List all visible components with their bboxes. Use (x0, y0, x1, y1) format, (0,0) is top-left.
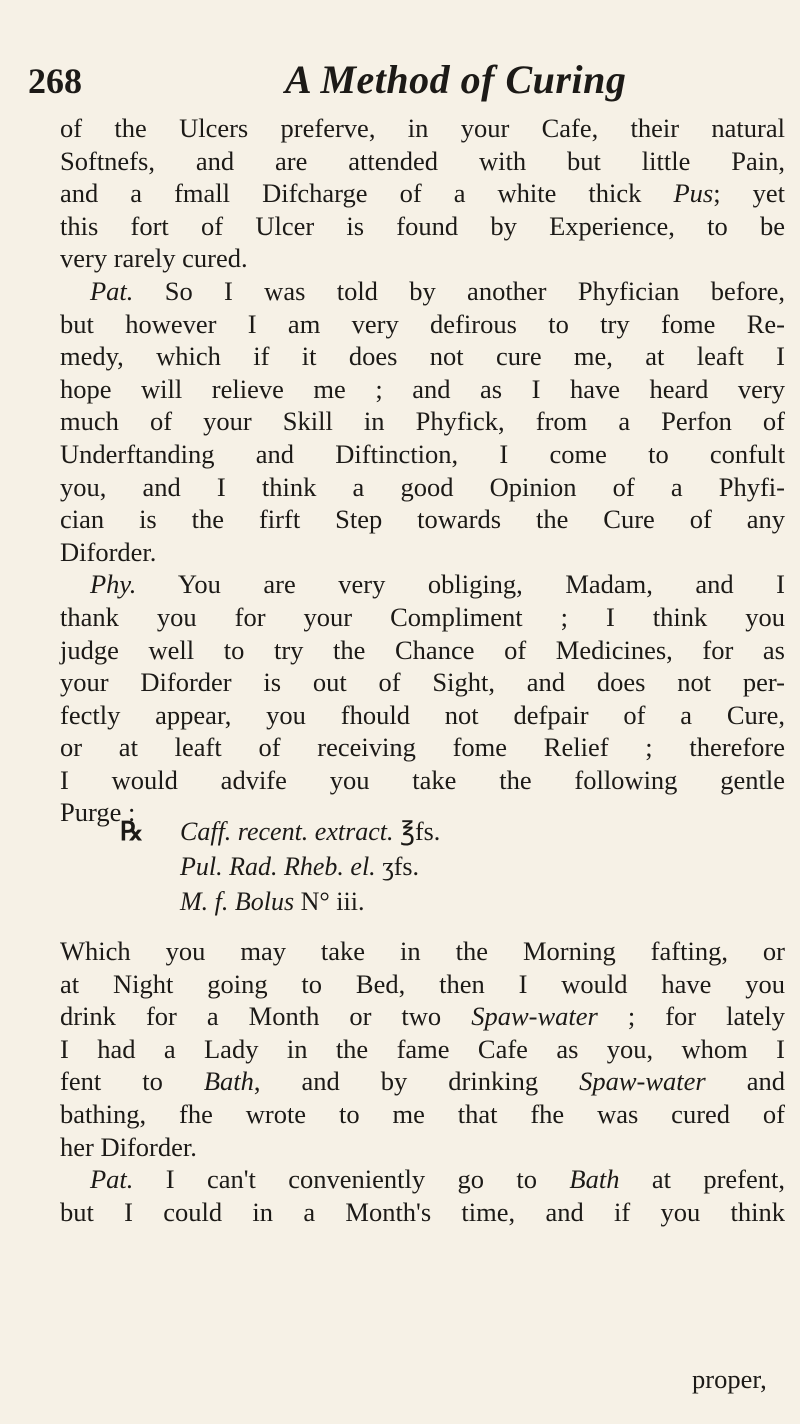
body-text-continued (60, 935, 785, 1228)
text-line: Underftanding and Diftinction, I come to confult (60, 438, 785, 469)
text-line: this fort of Ulcer is found by Experience, to be (60, 210, 785, 241)
text-line: Softnefs, and are attended with but little Pain, (60, 145, 785, 176)
text-span: and a fmall Difcharge of a white thick (60, 178, 674, 209)
dose: N° iii. (300, 887, 365, 916)
text-line: you, and I think a good Opinion of a Phyfi- (60, 471, 785, 502)
catchword: proper, (692, 1364, 767, 1394)
text-span: ; for lately (597, 1001, 785, 1032)
text-line (60, 177, 785, 210)
text-line (60, 1065, 785, 1098)
dialogue-line (60, 1163, 785, 1196)
text-line: judge well to try the Chance of Medicines, for as (60, 634, 785, 665)
text-line: but however I am very defirous to try fome Re- (60, 308, 785, 339)
italic-word: Spaw-water (471, 1001, 598, 1032)
running-title: A Method of Curing (285, 57, 627, 102)
dialogue-line (60, 275, 785, 308)
dialogue-line (60, 568, 785, 601)
text-line: I had a Lady in the fame Cafe as you, whom I (60, 1033, 785, 1064)
page-number: 268 (28, 61, 82, 101)
prescription-row (120, 814, 720, 849)
text-line: at Night going to Bed, then I would have you (60, 968, 785, 999)
text-span: ; yet (713, 178, 785, 209)
speaker-label: Pat. (90, 1164, 134, 1195)
text-line: medy, which if it does not cure me, at leaft I (60, 341, 785, 372)
text-line: Purge : (60, 797, 136, 828)
text-span: I can't conveniently go to (133, 1164, 570, 1195)
text-line (60, 1000, 785, 1033)
text-line: much of your Skill in Phyfick, from a Perfon of (60, 406, 785, 437)
speaker-label: Phy. (90, 569, 137, 600)
text-line: Which you may take in the Morning fafting, or (60, 936, 785, 966)
text-line: of the Ulcers preferve, in your Cafe, their natural (60, 113, 785, 143)
text-line: your Diforder is out of Sight, and does not per- (60, 667, 785, 698)
text-line: very rarely cured. (60, 243, 248, 274)
dose: ʒfs. (382, 852, 420, 881)
italic-word: Bath (203, 1066, 254, 1097)
italic-word: Bath (569, 1164, 620, 1195)
text-line: bathing, fhe wrote to me that fhe was cured of (60, 1098, 785, 1129)
prescription-row (120, 884, 720, 919)
text-line: her Diforder. (60, 1131, 197, 1162)
text-span: and (705, 1066, 786, 1097)
text-span: , and by drinking (253, 1066, 580, 1097)
speaker-label: Pat. (90, 275, 134, 306)
text-line: or at leaft of receiving fome Relief ; therefore (60, 732, 785, 763)
ingredient: M. f. Bolus (180, 887, 295, 916)
text-line: but I could in a Month's time, and if you think (60, 1196, 785, 1227)
ingredient: Pul. Rad. Rheb. el. (180, 852, 376, 881)
text-line: cian is the firft Step towards the Cure of any (60, 504, 785, 535)
text-span: at prefent, (619, 1164, 785, 1195)
text-span: So I was told by another Phyfician before, (133, 275, 785, 306)
body-text (60, 112, 785, 829)
italic-word: Pus (673, 178, 714, 209)
text-line: hope will relieve me ; and as I have heard very (60, 373, 785, 404)
text-line: fectly appear, you fhould not defpair of a Cure, (60, 699, 785, 730)
ingredient: Caff. recent. extract. (180, 817, 394, 846)
prescription (120, 814, 720, 919)
recipe-symbol: ℞ (120, 817, 144, 846)
dose: ℥fs. (399, 817, 441, 846)
text-line: I would advife you take the following gentle (60, 764, 785, 795)
prescription-row (120, 849, 720, 884)
text-line: thank you for your Compliment ; I think you (60, 601, 785, 632)
italic-word: Spaw-water (579, 1066, 706, 1097)
text-span: drink for a Month or two (60, 1001, 472, 1032)
text-span: You are very obliging, Madam, and I (136, 569, 785, 600)
page-header (0, 52, 800, 112)
text-span: fent to (60, 1066, 204, 1097)
text-line: Diforder. (60, 536, 157, 567)
